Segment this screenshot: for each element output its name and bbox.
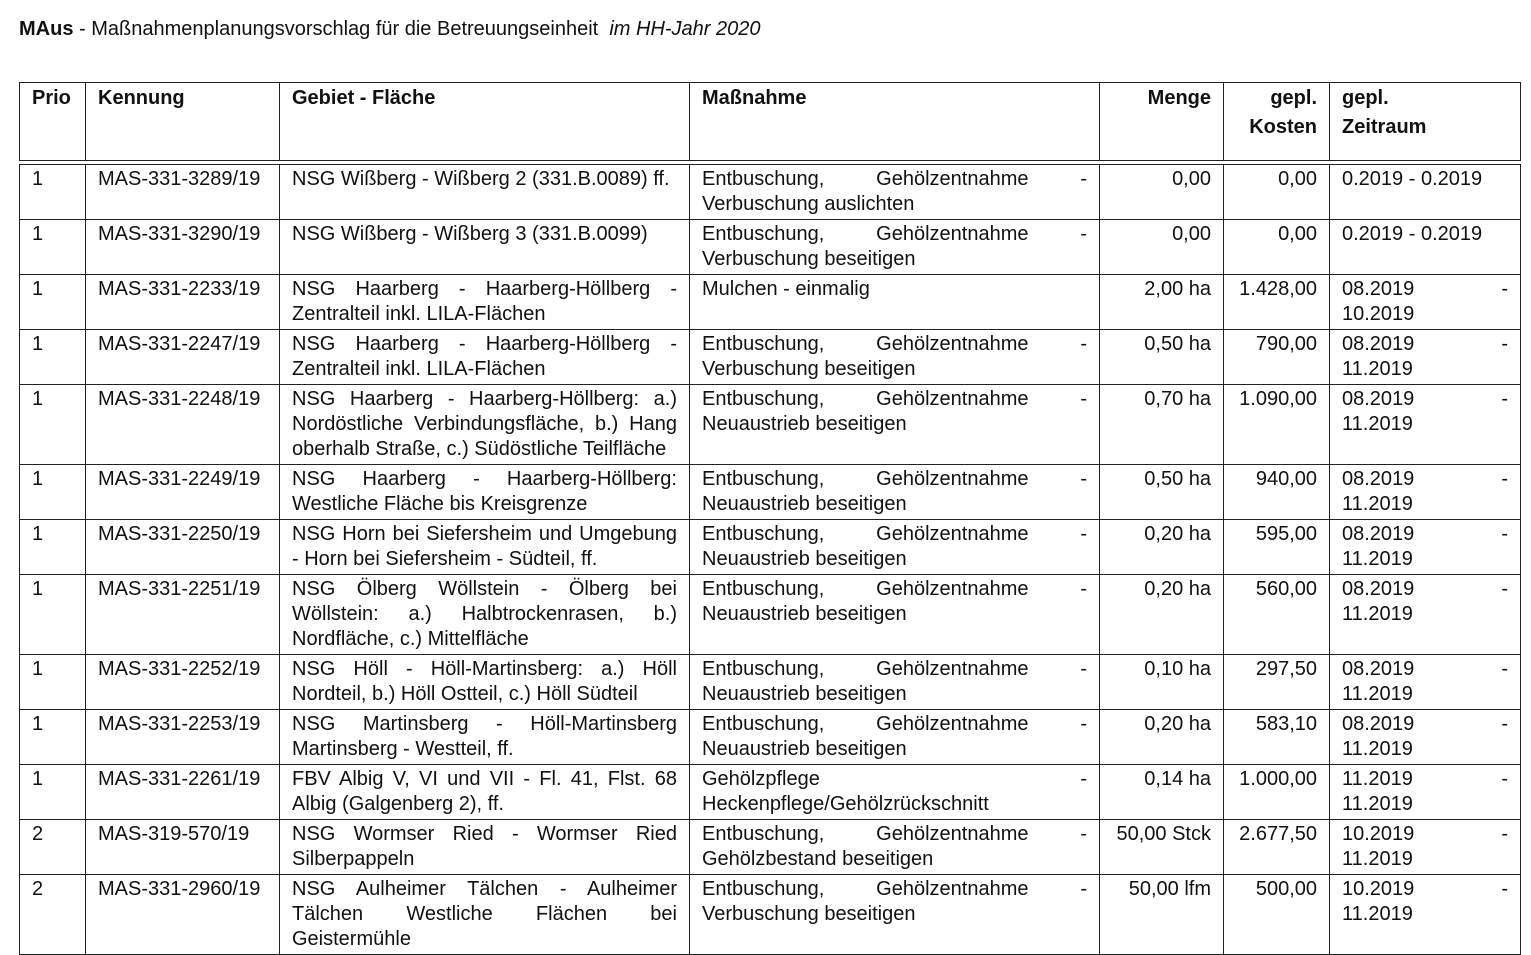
cell-prio: 1 [20, 710, 86, 765]
cell-zeitraum [1330, 765, 1521, 820]
cell-gebiet: NSG Haarberg - Haarberg-Höllberg: Westliche Fläche bis Kreisgrenze [280, 465, 690, 520]
cell-kosten: 297,50 [1224, 655, 1330, 710]
zeitraum-dash: - [1501, 388, 1508, 410]
cell-massnahme: Entbuschung, Gehölzentnahme - Neuaustrieb beseitigen [690, 655, 1100, 710]
cell-prio: 1 [20, 275, 86, 330]
cell-kosten: 1.428,00 [1224, 275, 1330, 330]
title-year: im HH-Jahr 2020 [609, 18, 761, 40]
cell-zeitraum [1330, 275, 1521, 330]
table-row [20, 220, 1521, 275]
zeitraum-start: 11.2019 [1342, 768, 1413, 790]
cell-gebiet: NSG Wormser Ried - Wormser Ried Silberpappeln [280, 820, 690, 875]
zeitraum-dash: - [1501, 523, 1508, 545]
cell-gebiet: NSG Ölberg Wöllstein - Ölberg bei Wöllstein: a.) Halbtrockenrasen, b.) Nordfläche, c.) Mittelfläche [280, 575, 690, 655]
cell-kennung: MAS-331-2261/19 [86, 765, 280, 820]
table-row [20, 520, 1521, 575]
zeitraum-end: 11.2019 [1342, 738, 1413, 760]
table-row [20, 165, 1521, 220]
cell-massnahme: Entbuschung, Gehölzentnahme - Neuaustrieb beseitigen [690, 465, 1100, 520]
title-code: MAus [19, 18, 74, 40]
col-header-zeitraum [1330, 83, 1521, 161]
cell-prio: 1 [20, 765, 86, 820]
zeitraum-start: 08.2019 [1342, 523, 1415, 545]
cell-gebiet: NSG Haarberg - Haarberg-Höllberg - Zentralteil inkl. LILA-Flächen [280, 330, 690, 385]
cell-menge: 0,20 ha [1100, 520, 1224, 575]
zeitraum-start-line [1342, 657, 1508, 682]
zeitraum-start: 10.2019 [1342, 878, 1415, 900]
cell-zeitraum [1330, 575, 1521, 655]
cell-gebiet: NSG Haarberg - Haarberg-Höllberg - Zentralteil inkl. LILA-Flächen [280, 275, 690, 330]
zeitraum-start: 08.2019 [1342, 278, 1415, 300]
cell-zeitraum [1330, 655, 1521, 710]
zeitraum-start-line [1342, 522, 1508, 547]
cell-menge: 0,14 ha [1100, 765, 1224, 820]
col-header-zeitraum-line2: Zeitraum [1342, 116, 1427, 138]
col-header-gebiet: Gebiet - Fläche [280, 83, 690, 161]
cell-zeitraum [1330, 330, 1521, 385]
table-row [20, 655, 1521, 710]
zeitraum-start-line [1342, 877, 1508, 902]
zeitraum-dash: - [1501, 768, 1508, 790]
cell-kennung: MAS-331-2251/19 [86, 575, 280, 655]
zeitraum-start: 08.2019 [1342, 333, 1415, 355]
cell-kosten: 790,00 [1224, 330, 1330, 385]
cell-prio: 2 [20, 820, 86, 875]
cell-gebiet: NSG Wißberg - Wißberg 3 (331.B.0099) [280, 220, 690, 275]
zeitraum-dash: - [1501, 278, 1508, 300]
zeitraum-start: 08.2019 [1342, 658, 1415, 680]
zeitraum-start: 08.2019 [1342, 578, 1415, 600]
cell-prio: 1 [20, 385, 86, 465]
zeitraum-end: 11.2019 [1342, 683, 1413, 705]
zeitraum-start-line [1342, 467, 1508, 492]
cell-prio: 1 [20, 220, 86, 275]
cell-kennung: MAS-331-2252/19 [86, 655, 280, 710]
cell-kennung: MAS-331-2249/19 [86, 465, 280, 520]
cell-kennung: MAS-331-2247/19 [86, 330, 280, 385]
cell-massnahme: Gehölzpflege - Heckenpflege/Gehölzrückschnitt [690, 765, 1100, 820]
col-header-kosten [1224, 83, 1330, 161]
cell-prio: 1 [20, 330, 86, 385]
cell-kennung: MAS-331-3290/19 [86, 220, 280, 275]
cell-kosten: 560,00 [1224, 575, 1330, 655]
cell-menge: 0,00 [1100, 220, 1224, 275]
cell-menge: 0,50 ha [1100, 465, 1224, 520]
cell-prio: 1 [20, 655, 86, 710]
cell-massnahme: Mulchen - einmalig [690, 275, 1100, 330]
table-row [20, 465, 1521, 520]
cell-kennung: MAS-331-3289/19 [86, 165, 280, 220]
zeitraum-dash: - [1501, 823, 1508, 845]
cell-kosten: 2.677,50 [1224, 820, 1330, 875]
zeitraum-end: 11.2019 [1342, 493, 1413, 515]
zeitraum-start-line [1342, 577, 1508, 602]
table-row [20, 820, 1521, 875]
cell-kennung: MAS-331-2250/19 [86, 520, 280, 575]
table-row [20, 875, 1521, 955]
cell-massnahme: Entbuschung, Gehölzentnahme - Verbuschung auslichten [690, 165, 1100, 220]
col-header-zeitraum-line1: gepl. [1342, 87, 1389, 109]
cell-gebiet: NSG Höll - Höll-Martinsberg: a.) Höll Nordteil, b.) Höll Ostteil, c.) Höll Südteil [280, 655, 690, 710]
cell-zeitraum [1330, 875, 1521, 955]
cell-menge: 2,00 ha [1100, 275, 1224, 330]
cell-massnahme: Entbuschung, Gehölzentnahme - Verbuschung beseitigen [690, 220, 1100, 275]
cell-menge: 0,50 ha [1100, 330, 1224, 385]
cell-menge: 0,20 ha [1100, 710, 1224, 765]
cell-zeitraum [1330, 820, 1521, 875]
table-row [20, 710, 1521, 765]
cell-kosten: 595,00 [1224, 520, 1330, 575]
cell-zeitraum [1330, 465, 1521, 520]
zeitraum-start-line [1342, 767, 1508, 792]
zeitraum-start: 10.2019 [1342, 823, 1415, 845]
cell-zeitraum: 0.2019 - 0.2019 [1330, 165, 1521, 220]
zeitraum-start-line [1342, 712, 1508, 737]
zeitraum-start-line [1342, 277, 1508, 302]
cell-kennung: MAS-331-2233/19 [86, 275, 280, 330]
col-header-prio: Prio [20, 83, 86, 161]
zeitraum-dash: - [1501, 468, 1508, 490]
cell-menge: 0,20 ha [1100, 575, 1224, 655]
cell-massnahme: Entbuschung, Gehölzentnahme - Verbuschung beseitigen [690, 875, 1100, 955]
title-text: - Maßnahmenplanungsvorschlag für die Betreuungseinheit [79, 18, 599, 40]
cell-kosten: 1.090,00 [1224, 385, 1330, 465]
zeitraum-end: 11.2019 [1342, 603, 1413, 625]
cell-prio: 1 [20, 165, 86, 220]
zeitraum-start-line [1342, 332, 1508, 357]
cell-massnahme: Entbuschung, Gehölzentnahme - Neuaustrieb beseitigen [690, 520, 1100, 575]
zeitraum-start-line [1342, 387, 1508, 412]
cell-massnahme: Entbuschung, Gehölzentnahme - Neuaustrieb beseitigen [690, 385, 1100, 465]
zeitraum-dash: - [1501, 713, 1508, 735]
zeitraum-end: 11.2019 [1342, 548, 1413, 570]
cell-gebiet: NSG Wißberg - Wißberg 2 (331.B.0089) ff. [280, 165, 690, 220]
cell-menge: 0,70 ha [1100, 385, 1224, 465]
cell-kosten: 940,00 [1224, 465, 1330, 520]
zeitraum-end: 11.2019 [1342, 413, 1413, 435]
zeitraum-start: 08.2019 [1342, 468, 1415, 490]
cell-zeitraum [1330, 520, 1521, 575]
col-header-menge: Menge [1100, 83, 1224, 161]
cell-massnahme: Entbuschung, Gehölzentnahme - Verbuschung beseitigen [690, 330, 1100, 385]
zeitraum-dash: - [1501, 578, 1508, 600]
zeitraum-start: 08.2019 [1342, 713, 1415, 735]
measures-table [19, 164, 1521, 955]
cell-menge: 50,00 lfm [1100, 875, 1224, 955]
cell-kennung: MAS-319-570/19 [86, 820, 280, 875]
cell-menge: 50,00 Stck [1100, 820, 1224, 875]
cell-kosten: 0,00 [1224, 165, 1330, 220]
zeitraum-end: 11.2019 [1342, 358, 1413, 380]
cell-zeitraum [1330, 385, 1521, 465]
table-row [20, 765, 1521, 820]
cell-kennung: MAS-331-2253/19 [86, 710, 280, 765]
zeitraum-dash: - [1501, 878, 1508, 900]
cell-kosten: 1.000,00 [1224, 765, 1330, 820]
cell-gebiet: FBV Albig V, VI und VII - Fl. 41, Flst. 68 Albig (Galgenberg 2), ff. [280, 765, 690, 820]
col-header-kosten-line1: gepl. [1270, 87, 1317, 109]
zeitraum-dash: - [1501, 658, 1508, 680]
page-title [19, 16, 761, 42]
cell-prio: 2 [20, 875, 86, 955]
zeitraum-dash: - [1501, 333, 1508, 355]
cell-massnahme: Entbuschung, Gehölzentnahme - Gehölzbestand beseitigen [690, 820, 1100, 875]
cell-menge: 0,10 ha [1100, 655, 1224, 710]
zeitraum-end: 11.2019 [1342, 793, 1413, 815]
zeitraum-end: 10.2019 [1342, 303, 1415, 325]
col-header-kosten-line2: Kosten [1249, 116, 1317, 138]
cell-gebiet: NSG Haarberg - Haarberg-Höllberg: a.) Nordöstliche Verbindungsfläche, b.) Hang oberhalb Straße, c.) Südöstliche Teilfläche [280, 385, 690, 465]
cell-kennung: MAS-331-2248/19 [86, 385, 280, 465]
zeitraum-start: 08.2019 [1342, 388, 1415, 410]
cell-kosten: 0,00 [1224, 220, 1330, 275]
table-row [20, 385, 1521, 465]
zeitraum-start-line [1342, 822, 1508, 847]
cell-zeitraum [1330, 710, 1521, 765]
cell-kosten: 500,00 [1224, 875, 1330, 955]
cell-gebiet: NSG Horn bei Siefersheim und Umgebung - Horn bei Siefersheim - Südteil, ff. [280, 520, 690, 575]
cell-gebiet: NSG Martinsberg - Höll-Martinsberg Martinsberg - Westteil, ff. [280, 710, 690, 765]
table-header [19, 82, 1521, 161]
zeitraum-end: 11.2019 [1342, 848, 1413, 870]
table-row [20, 575, 1521, 655]
cell-prio: 1 [20, 465, 86, 520]
cell-menge: 0,00 [1100, 165, 1224, 220]
cell-massnahme: Entbuschung, Gehölzentnahme - Neuaustrieb beseitigen [690, 710, 1100, 765]
cell-prio: 1 [20, 520, 86, 575]
cell-gebiet: NSG Aulheimer Tälchen - Aulheimer Tälchen Westliche Flächen bei Geistermühle [280, 875, 690, 955]
cell-kosten: 583,10 [1224, 710, 1330, 765]
cell-massnahme: Entbuschung, Gehölzentnahme - Neuaustrieb beseitigen [690, 575, 1100, 655]
cell-prio: 1 [20, 575, 86, 655]
col-header-massnahme: Maßnahme [690, 83, 1100, 161]
cell-kennung: MAS-331-2960/19 [86, 875, 280, 955]
col-header-kennung: Kennung [86, 83, 280, 161]
zeitraum-end: 11.2019 [1342, 903, 1413, 925]
table-row [20, 275, 1521, 330]
cell-zeitraum: 0.2019 - 0.2019 [1330, 220, 1521, 275]
table-row [20, 330, 1521, 385]
